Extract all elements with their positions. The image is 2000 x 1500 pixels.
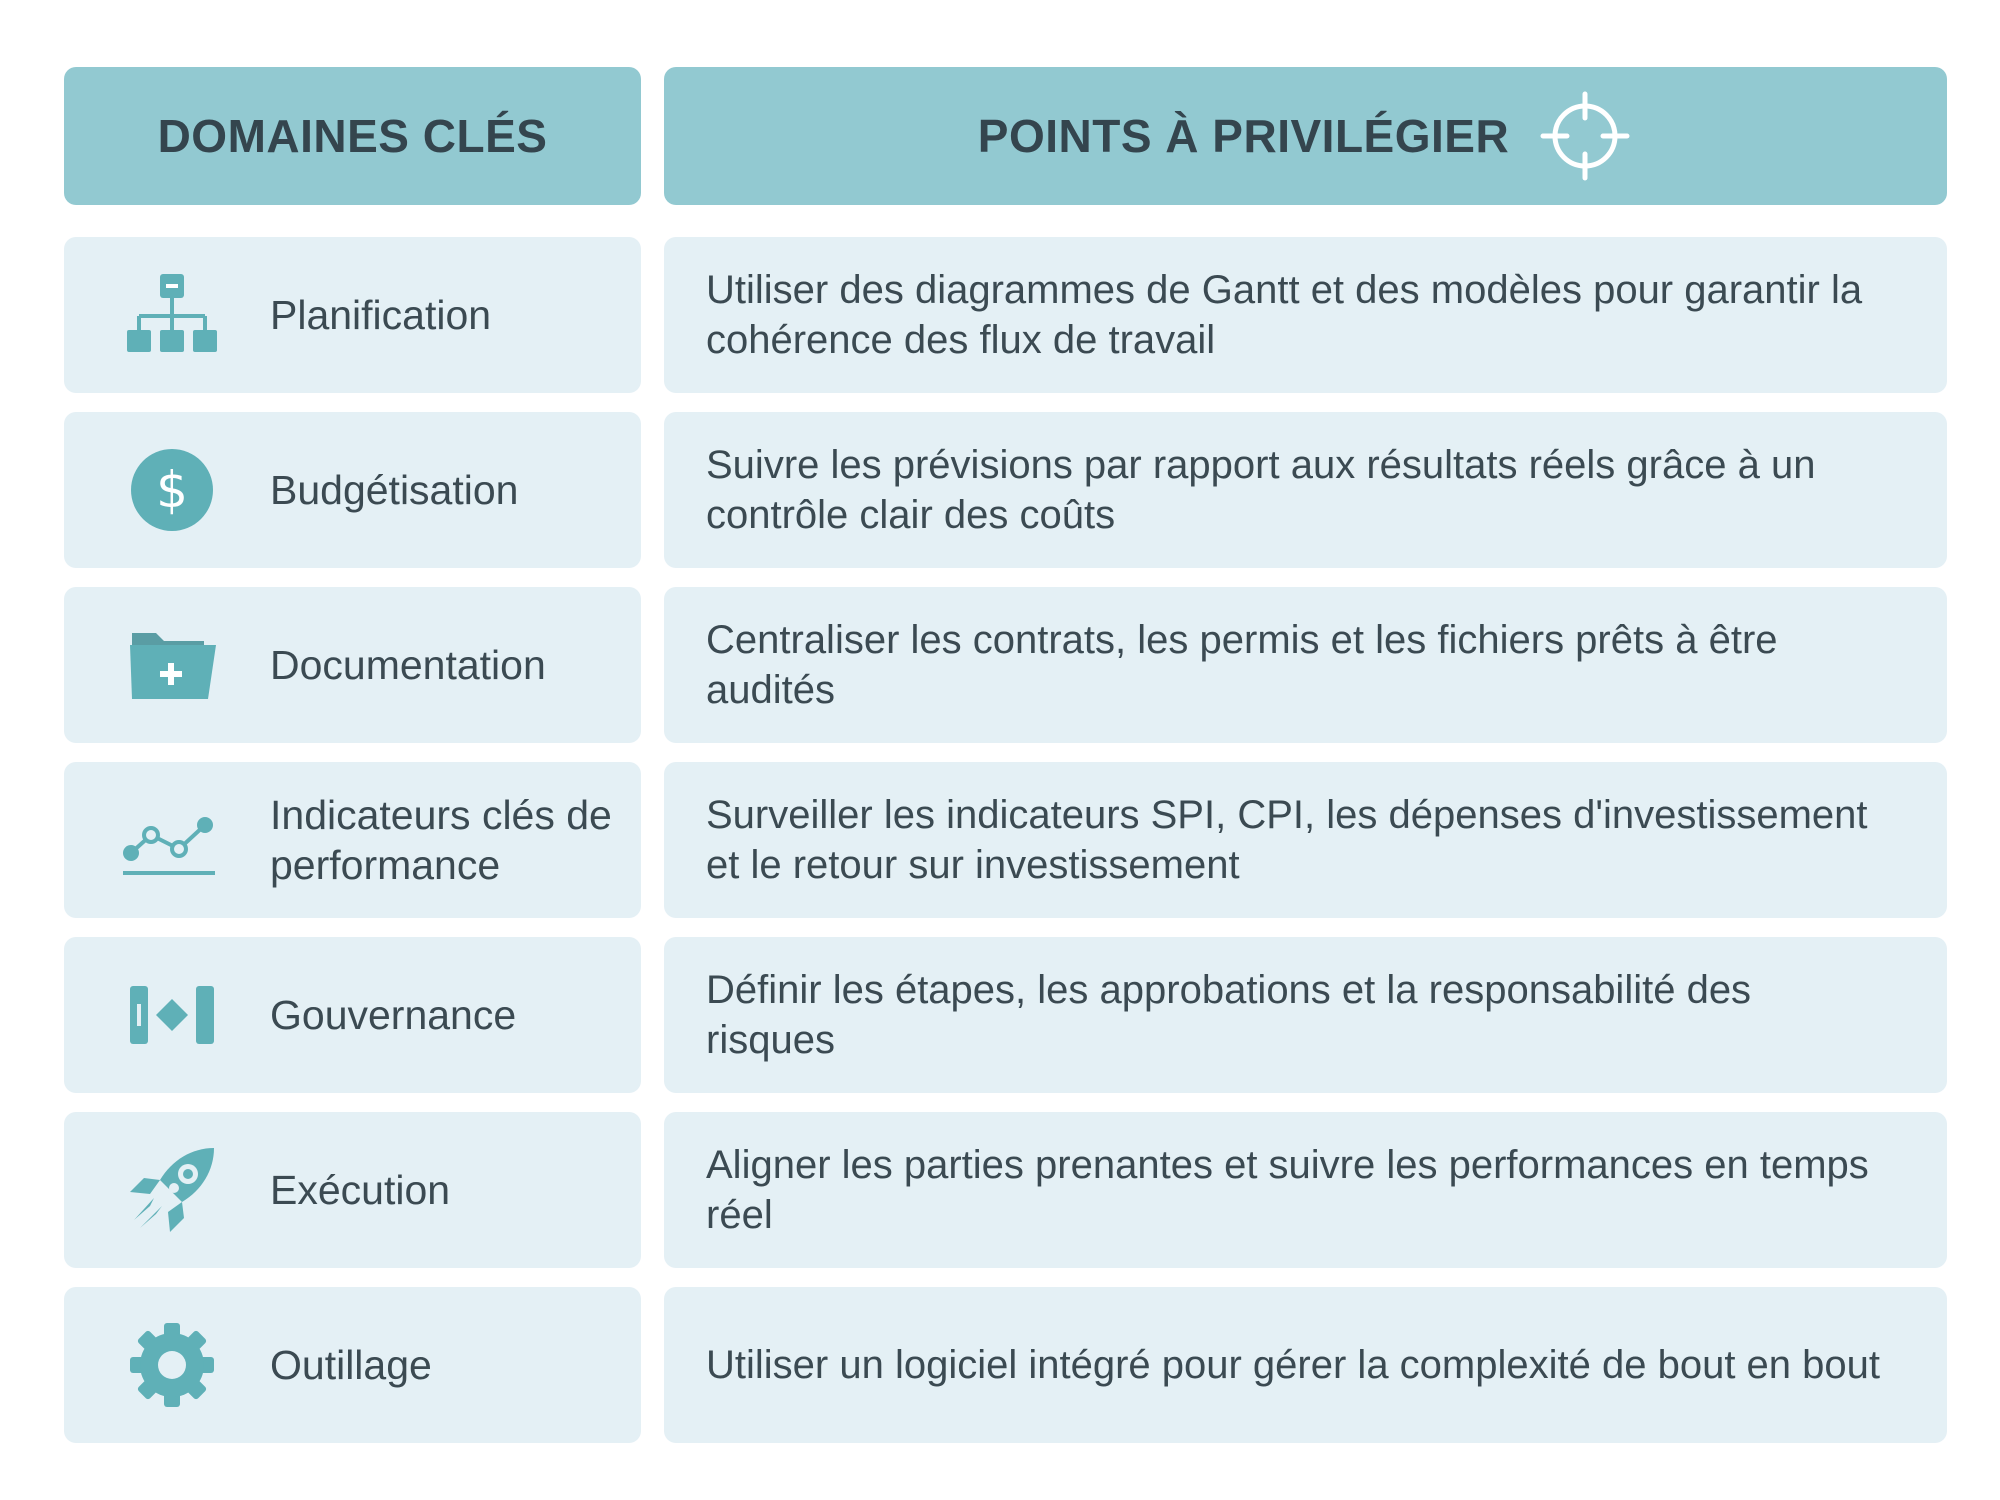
key-area-label: Gouvernance [270, 992, 517, 1038]
table-row [0, 1112, 2000, 1268]
key-area-label: Planification [270, 292, 492, 338]
key-area-label: Outillage [270, 1342, 432, 1388]
focus-point-text: Utiliser des diagrammes de Gantt et des modèles pour garantir la cohérence des flux de travail [706, 268, 1863, 362]
table-row [0, 937, 2000, 1093]
table-row [0, 587, 2000, 743]
folder-plus-icon [112, 615, 232, 715]
key-area-label: Indicateurs clés de performance [270, 792, 612, 888]
focus-point-text: Aligner les parties prenantes et suivre les performances en temps réel [706, 1143, 1869, 1237]
header-key-areas [64, 67, 641, 205]
focus-point-cell [664, 762, 1947, 918]
focus-point-text: Utiliser un logiciel intégré pour gérer la complexité de bout en bout [706, 1343, 1881, 1387]
focus-point-cell [664, 237, 1947, 393]
key-area-label: Budgétisation [270, 467, 519, 513]
focus-point-text: Définir les étapes, les approbations et la responsabilité des risques [706, 968, 1752, 1062]
focus-point-cell [664, 587, 1947, 743]
table-row [0, 1287, 2000, 1443]
focus-point-text: Surveiller les indicateurs SPI, CPI, les dépenses d'investissement et le retour sur investissement [706, 793, 1868, 887]
header-focus-points [664, 67, 1947, 205]
header-focus-points-title: POINTS À PRIVILÉGIER [977, 110, 1510, 162]
focus-point-cell [664, 1112, 1947, 1268]
line-chart-icon [112, 790, 232, 890]
dollar-icon [112, 440, 232, 540]
table-row [0, 237, 2000, 393]
rocket-icon [112, 1140, 232, 1240]
table-row [0, 412, 2000, 568]
focus-point-cell [664, 412, 1947, 568]
focus-point-text: Centraliser les contrats, les permis et les fichiers prêts à être audités [706, 618, 1778, 712]
focus-point-cell [664, 937, 1947, 1093]
focus-point-cell [664, 1287, 1947, 1443]
key-area-label: Documentation [270, 642, 546, 688]
target-icon [1537, 88, 1633, 184]
org-chart-icon [112, 265, 232, 365]
header-key-areas-title: DOMAINES CLÉS [157, 110, 548, 162]
gear-icon [112, 1315, 232, 1415]
milestone-icon [112, 965, 232, 1065]
table-row [0, 762, 2000, 918]
key-area-label: Exécution [270, 1167, 451, 1213]
focus-point-text: Suivre les prévisions par rapport aux résultats réels grâce à un contrôle clair des coûts [706, 443, 1816, 537]
svg-text:$: $ [156, 461, 188, 519]
